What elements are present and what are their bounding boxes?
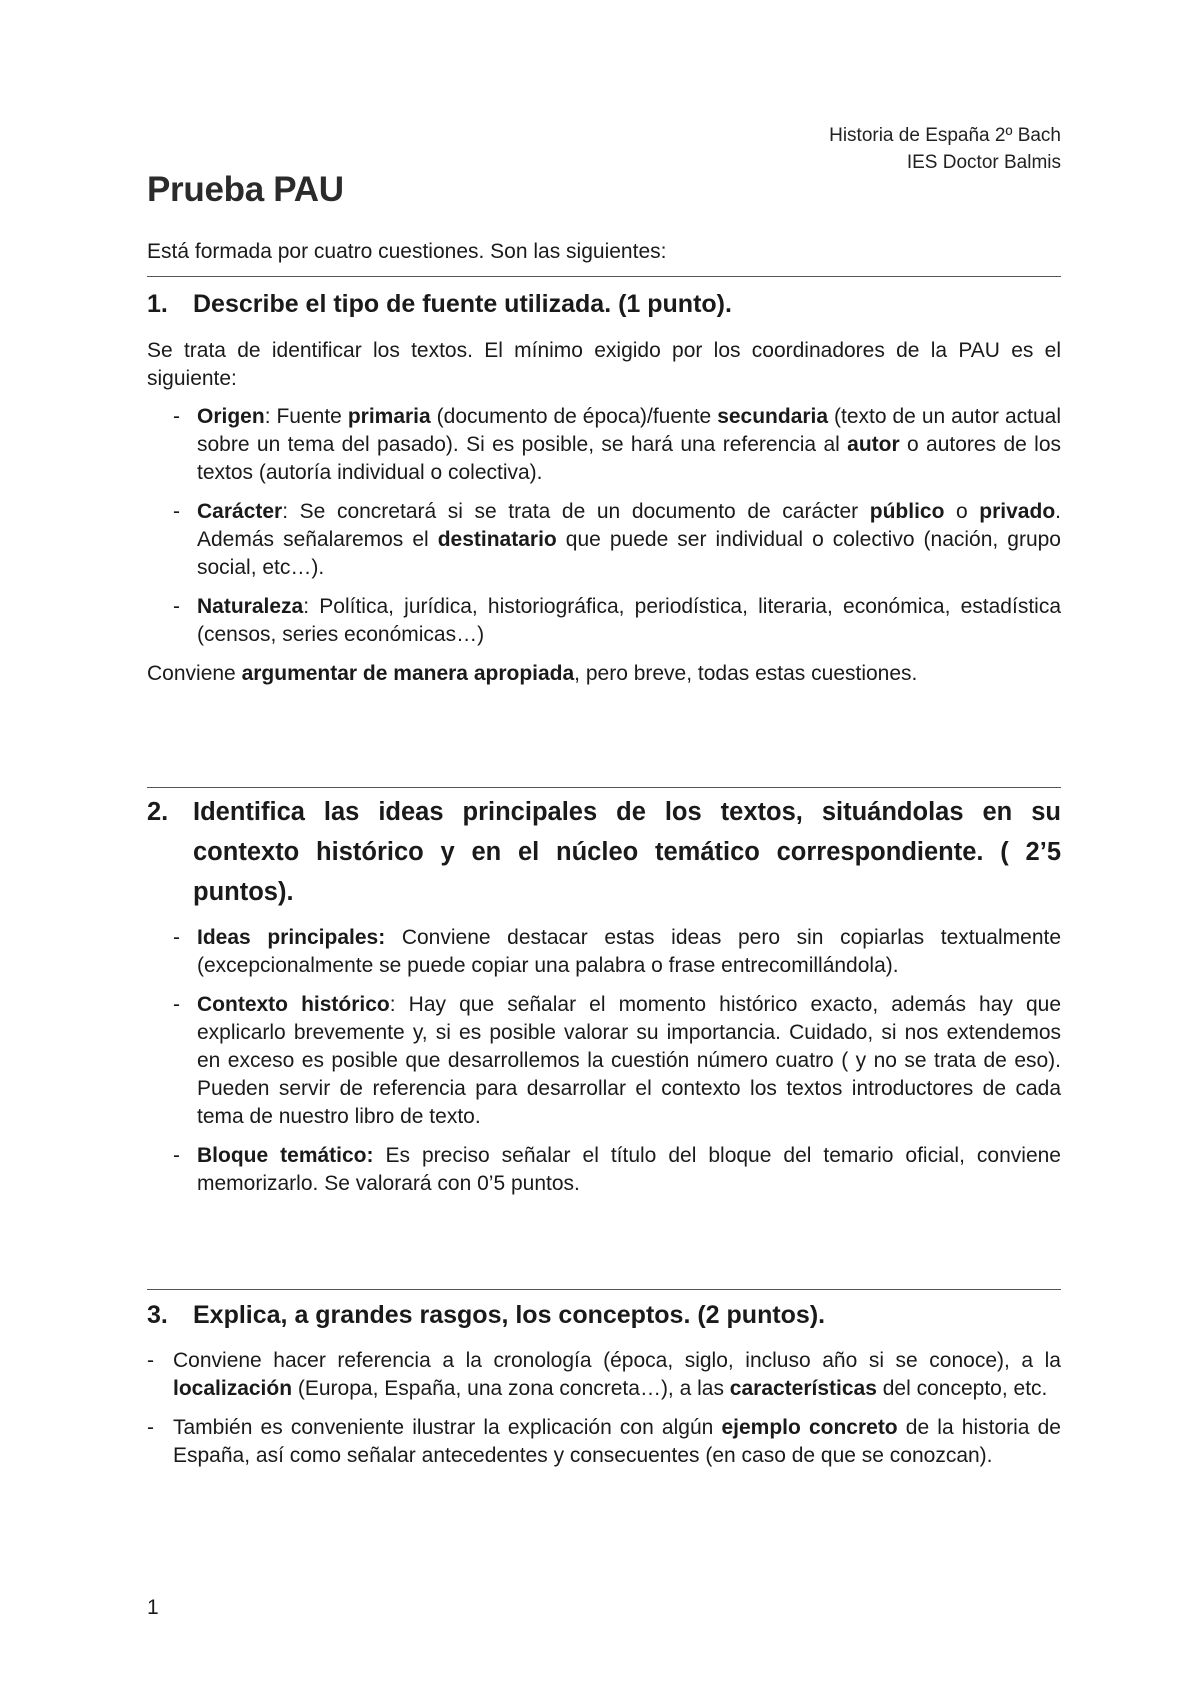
section-3 bbox=[147, 1289, 1061, 1470]
section-heading bbox=[147, 1295, 1061, 1335]
text-run: : Política, jurídica, historiográfica, periodística, literaria, económica, estadística (censos, series económicas…) bbox=[197, 595, 1061, 646]
section-title: Explica, a grandes rasgos, los conceptos. (2 puntos). bbox=[193, 1301, 826, 1329]
list-item bbox=[147, 1414, 1061, 1470]
dash-bullet: - bbox=[173, 595, 180, 618]
text-run: También es conveniente ilustrar la explicación con algún bbox=[173, 1416, 722, 1439]
section-title: Identifica las ideas principales de los textos, situándolas en su contexto histórico y en el núcleo temático correspondiente. ( 2’5 puntos). bbox=[193, 798, 1061, 906]
text-run: : Se concretará si se trata de un documento de carácter bbox=[282, 500, 870, 523]
section-number: 2. bbox=[147, 798, 169, 826]
bold-term: ejemplo concreto bbox=[721, 1416, 898, 1439]
bold-term: Origen bbox=[197, 405, 265, 428]
dash-bullet: - bbox=[173, 1144, 180, 1167]
text-run: , pero breve, todas estas cuestiones. bbox=[574, 662, 918, 685]
bold-term: Ideas principales: bbox=[197, 926, 386, 949]
text-run: (documento de época)/fuente bbox=[430, 405, 718, 428]
text-run: del concepto, etc. bbox=[876, 1377, 1048, 1400]
bold-term: secundaria bbox=[717, 405, 829, 428]
bold-term: público bbox=[869, 500, 945, 523]
bold-term: destinatario bbox=[437, 528, 557, 551]
section-heading bbox=[147, 792, 1061, 912]
bold-term: primaria bbox=[347, 405, 431, 428]
criteria-list bbox=[147, 924, 1061, 1198]
text-run: : Fuente bbox=[264, 405, 348, 428]
list-item bbox=[147, 1347, 1061, 1403]
criteria-list bbox=[147, 403, 1061, 649]
dash-bullet: - bbox=[173, 500, 180, 523]
bold-term: argumentar de manera apropiada bbox=[241, 662, 575, 685]
section-divider bbox=[147, 1289, 1061, 1290]
text-run: Conviene bbox=[147, 662, 242, 685]
list-item bbox=[147, 498, 1061, 582]
intro-paragraph: Está formada por cuatro cuestiones. Son las siguientes: bbox=[147, 240, 667, 263]
text-run: . Además señalaremos el bbox=[197, 500, 1061, 551]
list-item bbox=[147, 403, 1061, 487]
document-page bbox=[147, 0, 1061, 1698]
bold-term: Bloque temático: bbox=[197, 1144, 374, 1167]
section-heading bbox=[147, 284, 1061, 324]
bold-term: características bbox=[729, 1377, 877, 1400]
bold-term: Naturaleza bbox=[197, 595, 304, 618]
text-run: Conviene destacar estas ideas pero sin copiarlas textualmente (excepcionalmente se puede copiar una palabra o frase entrecomillándola). bbox=[197, 926, 1062, 977]
course-header bbox=[829, 122, 1061, 176]
text-run: Es preciso señalar el título del bloque del temario oficial, conviene memorizarlo. Se valorará con 0’5 puntos. bbox=[197, 1144, 1061, 1195]
section-2 bbox=[147, 787, 1061, 1198]
dash-bullet: - bbox=[147, 1349, 154, 1372]
bold-term: privado bbox=[979, 500, 1056, 523]
list-item bbox=[147, 991, 1061, 1131]
text-run: que puede ser individual o colectivo (nación, grupo social, etc…). bbox=[197, 528, 1061, 579]
section-1 bbox=[147, 276, 1061, 688]
list-item bbox=[147, 593, 1061, 649]
page-number: 1 bbox=[147, 1596, 159, 1619]
text-run: (texto de un autor actual sobre un tema del pasado). Si es posible, se hará una referencia al bbox=[197, 405, 1061, 456]
text-run: o bbox=[944, 500, 980, 523]
dash-bullet: - bbox=[173, 926, 180, 949]
text-run: : Hay que señalar el momento histórico exacto, además hay que explicarlo brevemente y, si es posible valorar su importancia. Cuidado, si nos extendemos en exceso es posible que desarrollemos la cuestión número cuatro ( y no se trata de eso). Pueden servir de referencia para desarrollar el contexto los textos introductores de cada tema de nuestro libro de texto. bbox=[197, 993, 1061, 1128]
dash-bullet: - bbox=[173, 405, 180, 428]
bold-term: autor bbox=[847, 433, 900, 456]
list-item bbox=[147, 924, 1061, 980]
text-run: (Europa, España, una zona concreta…), a las bbox=[292, 1377, 730, 1400]
section-number: 1. bbox=[147, 290, 168, 318]
section-outro bbox=[147, 660, 1061, 688]
dash-bullet: - bbox=[147, 1416, 154, 1439]
bold-term: localización bbox=[173, 1377, 293, 1400]
bold-term: Contexto histórico bbox=[197, 993, 390, 1016]
section-number: 3. bbox=[147, 1301, 168, 1329]
section-divider bbox=[147, 787, 1061, 788]
section-divider bbox=[147, 276, 1061, 277]
criteria-list bbox=[147, 1347, 1061, 1470]
text-run: Conviene hacer referencia a la cronología (época, siglo, incluso año si se conoce), a la bbox=[173, 1349, 1061, 1372]
page-title: Prueba PAU bbox=[147, 170, 344, 209]
dash-bullet: - bbox=[173, 993, 180, 1016]
bold-term: Carácter bbox=[197, 500, 283, 523]
school-name: IES Doctor Balmis bbox=[906, 152, 1061, 173]
text-run: de la historia de España, así como señalar antecedentes y consecuentes (en caso de que se conozcan). bbox=[173, 1416, 1061, 1467]
section-title: Describe el tipo de fuente utilizada. (1 punto). bbox=[193, 290, 732, 318]
course-name: Historia de España 2º Bach bbox=[829, 125, 1061, 146]
list-item bbox=[147, 1142, 1061, 1198]
section-intro: Se trata de identificar los textos. El mínimo exigido por los coordinadores de la PAU es el siguiente: bbox=[147, 339, 1061, 390]
text-run: o autores de los textos (autoría individual o colectiva). bbox=[197, 433, 1062, 484]
